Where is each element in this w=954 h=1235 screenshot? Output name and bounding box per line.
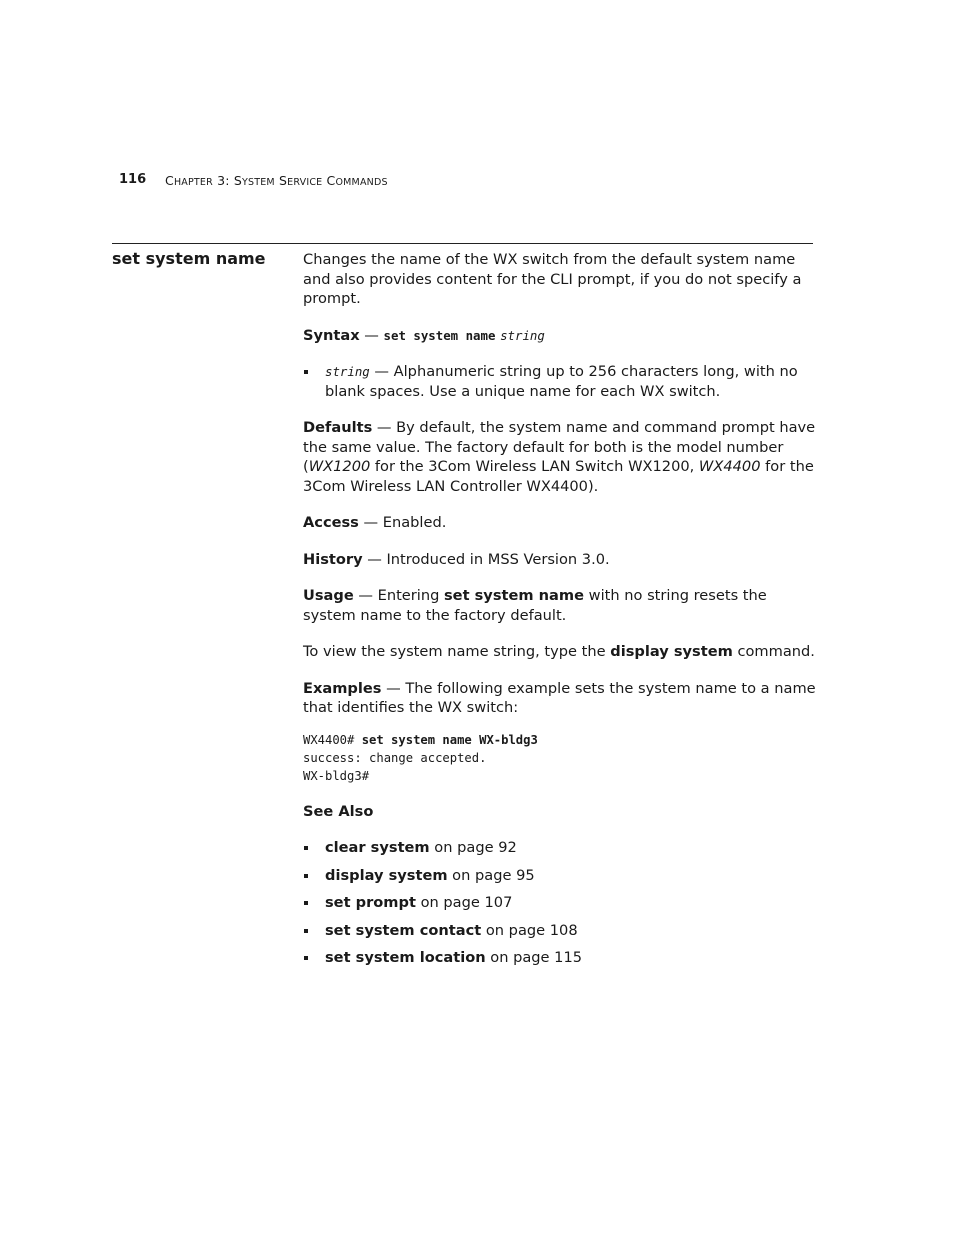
code-example xyxy=(303,731,818,785)
bullet-icon xyxy=(304,846,308,850)
usage-label: Usage xyxy=(303,587,354,604)
see-also-page: on page 115 xyxy=(485,949,583,966)
see-also-heading: See Also xyxy=(303,802,374,820)
list-item xyxy=(303,362,818,401)
see-also-item-set-system-contact[interactable] xyxy=(303,921,818,941)
view-note-text-2: command. xyxy=(732,643,815,660)
title-word-1: YSTEM xyxy=(241,177,275,188)
see-also-command[interactable]: set system contact xyxy=(325,921,482,939)
page-number: 116 xyxy=(119,172,147,187)
defaults-label: Defaults xyxy=(303,419,373,436)
param-list xyxy=(303,362,818,401)
see-also-item-set-prompt[interactable] xyxy=(303,893,818,913)
defaults-text-1: — By default, the system name and command prompt have the same value. The factory default for both is the model number ( xyxy=(303,419,816,475)
section-body xyxy=(303,250,818,985)
chapter-word: HAPTER xyxy=(173,177,213,188)
chapter-initial: C xyxy=(165,173,174,188)
defaults-model-1: WX1200 xyxy=(308,458,371,475)
title-word-2: ERVICE xyxy=(287,177,323,188)
syntax-dash: — xyxy=(359,326,384,344)
intro-paragraph: Changes the name of the WX switch from the default system name and also provides content for the CLI prompt, if you do not specify a prompt. xyxy=(303,251,802,307)
title-initial-1: S xyxy=(233,173,242,188)
chapter-number: 3: xyxy=(212,173,234,188)
see-also-command[interactable]: set system location xyxy=(325,949,486,966)
see-also-list xyxy=(303,838,818,968)
usage-paragraph xyxy=(303,586,818,625)
syntax-arg: string xyxy=(500,327,545,343)
usage-command: set system name xyxy=(443,587,585,604)
code-new-prompt: WX-bldg3# xyxy=(303,768,370,783)
title-initial-2: S xyxy=(274,173,288,188)
bullet-icon xyxy=(304,901,308,905)
usage-text-2: with no string resets the system name to the factory default. xyxy=(303,587,767,624)
title-initial-3: C xyxy=(322,173,336,188)
access-text: — Enabled. xyxy=(358,514,447,531)
examples-paragraph xyxy=(303,679,818,718)
history-label: History xyxy=(303,550,363,568)
see-also-command[interactable]: clear system xyxy=(325,839,430,856)
bullet-icon xyxy=(304,370,308,374)
defaults-model-2: WX4400 xyxy=(698,458,761,475)
see-also-page: on page 95 xyxy=(447,866,535,884)
examples-text: — The following example sets the system name to a name that identifies the WX switch: xyxy=(303,679,816,716)
section-rule xyxy=(112,243,813,244)
code-prompt: WX4400# xyxy=(303,732,362,747)
access-paragraph xyxy=(303,513,818,533)
history-text: — Introduced in MSS Version 3.0. xyxy=(362,550,610,568)
view-note-paragraph xyxy=(303,642,818,662)
history-paragraph xyxy=(303,550,818,570)
see-also-page: on page 107 xyxy=(415,894,513,911)
code-output-line: success: change accepted. xyxy=(303,750,487,765)
syntax-label: Syntax xyxy=(303,326,360,344)
param-desc: — Alphanumeric string up to 256 characters long, with no blank spaces. Use a unique name for each WX switch. xyxy=(325,363,798,400)
running-head xyxy=(165,173,388,188)
see-also-page: on page 108 xyxy=(481,921,578,939)
view-note-text-1: To view the system name string, type the xyxy=(303,643,611,660)
code-command: set system name WX-bldg3 xyxy=(361,732,538,747)
examples-label: Examples xyxy=(303,679,382,697)
defaults-text-3: for the 3Com Wireless LAN Controller WX4400). xyxy=(303,458,814,495)
defaults-paragraph xyxy=(303,418,818,496)
see-also-page: on page 92 xyxy=(429,839,517,856)
see-also-item-display-system[interactable] xyxy=(303,866,818,886)
view-note-command: display system xyxy=(610,643,733,660)
defaults-text-2: for the 3Com Wireless LAN Switch WX1200, xyxy=(370,458,699,475)
bullet-icon xyxy=(304,956,308,960)
param-name: string xyxy=(325,364,370,379)
see-also-item-set-system-location[interactable] xyxy=(303,948,818,968)
usage-text-1: — Entering xyxy=(353,587,444,604)
access-label: Access xyxy=(303,514,359,531)
section-title: set system name xyxy=(112,249,266,268)
title-word-3: OMMANDS xyxy=(335,177,388,188)
see-also-command[interactable]: display system xyxy=(325,866,448,884)
syntax-command: set system name xyxy=(383,327,496,343)
syntax-line xyxy=(303,326,818,346)
see-also-command[interactable]: set prompt xyxy=(325,894,416,911)
bullet-icon xyxy=(304,874,308,878)
see-also-item-clear-system[interactable] xyxy=(303,838,818,858)
bullet-icon xyxy=(304,929,308,933)
